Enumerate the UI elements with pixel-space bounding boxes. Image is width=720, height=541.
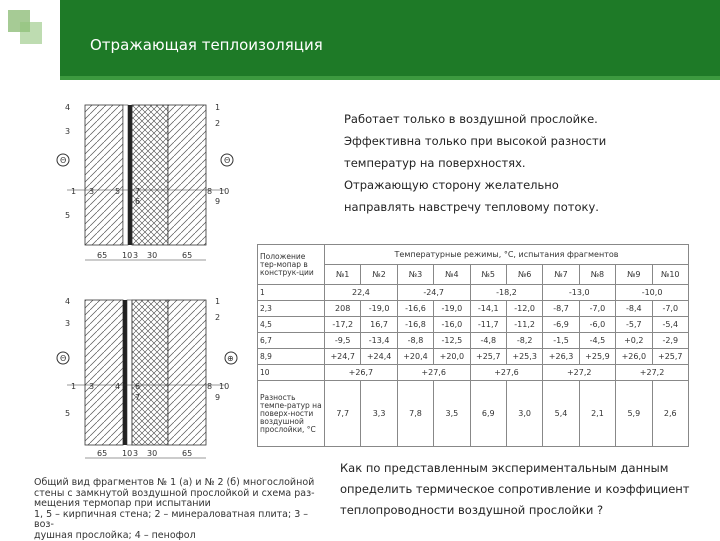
dimension: 65 — [97, 251, 107, 260]
table-cell: -18,2 — [470, 285, 543, 301]
row-position: 8,9 — [258, 349, 325, 365]
table-cell: +26,0 — [616, 349, 652, 365]
label: Θ — [60, 354, 66, 363]
column-header: №2 — [361, 265, 397, 285]
table-cell: +25,7 — [470, 349, 506, 365]
table-cell: -16,8 — [397, 317, 433, 333]
table-row — [258, 381, 689, 447]
column-header: №8 — [579, 265, 615, 285]
left-decoration — [0, 0, 60, 80]
temperature-table — [257, 244, 689, 447]
table-cell: -8,8 — [397, 333, 433, 349]
table-cell: +27,6 — [470, 365, 543, 381]
label: 7 — [135, 187, 140, 196]
fragment-b — [57, 300, 237, 458]
table-cell: -14,1 — [470, 301, 506, 317]
fragment-a — [57, 105, 233, 260]
table-cell: +20,0 — [434, 349, 470, 365]
caption-line: Общий вид фрагментов № 1 (а) и № 2 (б) многослойной — [34, 478, 330, 489]
dimension: 65 — [97, 449, 107, 458]
table-cell: -19,0 — [434, 301, 470, 317]
label: 1 — [71, 382, 76, 391]
table-cell: -6,0 — [579, 317, 615, 333]
row-position: 10 — [258, 365, 325, 381]
label: 3 — [89, 382, 94, 391]
table-cell: -13,4 — [361, 333, 397, 349]
row-position: 6,7 — [258, 333, 325, 349]
bullet-list — [344, 108, 614, 218]
column-header: №1 — [325, 265, 361, 285]
column-header: №4 — [434, 265, 470, 285]
table-cell: 16,7 — [361, 317, 397, 333]
figure-caption — [34, 478, 330, 541]
bullet-text: Работает только в воздушной прослойке. — [344, 108, 614, 130]
table-cell: +20,4 — [397, 349, 433, 365]
label: 1 — [71, 187, 76, 196]
table-row — [258, 365, 689, 381]
table-header-row — [258, 245, 689, 265]
header-position: Положение тер-мопар в конструк-ции — [258, 245, 325, 285]
table-cell: -16,6 — [397, 301, 433, 317]
title-underline — [60, 76, 720, 80]
question-text: Как по представленным экспериментальным данным определить термическое сопротивление и коэффициент теплопроводности воздушной прослойки ? — [340, 458, 700, 521]
table-cell: -12,5 — [434, 333, 470, 349]
table-cell: 2,1 — [579, 381, 615, 447]
table-cell: +24,7 — [325, 349, 361, 365]
label: 9 — [215, 197, 220, 206]
row-position: Разность темпе-ратур на поверх-ности воздушной прослойки, °С — [258, 381, 325, 447]
row-position: 1 — [258, 285, 325, 301]
table-cell: +25,9 — [579, 349, 615, 365]
table-cell: +26,3 — [543, 349, 579, 365]
label: 1 — [215, 103, 220, 112]
table-cell: -11,7 — [470, 317, 506, 333]
table-cell: +27,2 — [616, 365, 689, 381]
table-cell: -19,0 — [361, 301, 397, 317]
table-cell: 2,6 — [652, 381, 688, 447]
table-row — [258, 349, 689, 365]
caption-line: стены с замкнутой воздушной прослойкой и схема раз- — [34, 489, 330, 500]
caption-line: душная прослойка; 4 – пенофол — [34, 531, 330, 541]
label: 9 — [215, 393, 220, 402]
label: 3 — [65, 127, 70, 136]
table-cell: 3,5 — [434, 381, 470, 447]
table-cell: 6,9 — [470, 381, 506, 447]
label: 8 — [207, 382, 212, 391]
table-cell: +0,2 — [616, 333, 652, 349]
table-row — [258, 317, 689, 333]
table-row — [258, 333, 689, 349]
label: 2 — [215, 313, 220, 322]
table-cell: 3,0 — [506, 381, 542, 447]
label: 7 — [135, 393, 140, 402]
caption-line: 1, 5 – кирпичная стена; 2 – минераловатная плита; 3 – воз- — [34, 510, 330, 531]
table-cell: -1,5 — [543, 333, 579, 349]
dimension: 10 — [122, 251, 132, 260]
table-row — [258, 301, 689, 317]
row-position: 2,3 — [258, 301, 325, 317]
table-cell: -13,0 — [543, 285, 616, 301]
table-cell: +27,2 — [543, 365, 616, 381]
table-cell: -4,8 — [470, 333, 506, 349]
label: 8 — [207, 187, 212, 196]
table-cell: 3,3 — [361, 381, 397, 447]
label: 3 — [89, 187, 94, 196]
table-cell: -16,0 — [434, 317, 470, 333]
dimension: 3 — [133, 449, 138, 458]
dimension: 30 — [147, 251, 157, 260]
slide-title: Отражающая теплоизоляция — [90, 36, 323, 54]
table-cell: 7,7 — [325, 381, 361, 447]
table-cell: -11,2 — [506, 317, 542, 333]
table-cell: -5,7 — [616, 317, 652, 333]
table-cell: +25,3 — [506, 349, 542, 365]
label: 2 — [215, 119, 220, 128]
title-bar — [60, 0, 720, 80]
label: ⊕ — [227, 354, 234, 363]
label: 4 — [65, 297, 70, 306]
table-cell: +27,6 — [397, 365, 470, 381]
column-header: №10 — [652, 265, 688, 285]
caption-line: мещения термопар при испытании — [34, 499, 330, 510]
table-cell: +24,4 — [361, 349, 397, 365]
table-cell: -7,0 — [652, 301, 688, 317]
column-header: №7 — [543, 265, 579, 285]
label: Θ — [60, 156, 66, 165]
header-modes: Температурные режимы, °С, испытания фрагментов — [325, 245, 689, 265]
label: 5 — [65, 211, 70, 220]
table-cell: 7,8 — [397, 381, 433, 447]
dimension: 10 — [122, 449, 132, 458]
table-cell: -24,7 — [397, 285, 470, 301]
column-header: №3 — [397, 265, 433, 285]
label: 6 — [135, 382, 140, 391]
decor-square — [20, 22, 42, 44]
label: 4 — [115, 382, 120, 391]
table-cell: -7,0 — [579, 301, 615, 317]
table-cell: +26,7 — [325, 365, 398, 381]
table-cell: -9,5 — [325, 333, 361, 349]
label: 6 — [135, 197, 140, 206]
column-header: №9 — [616, 265, 652, 285]
table-cell: 5,9 — [616, 381, 652, 447]
bullet-text: Эффективна только при высокой разности температур на поверхностях. — [344, 130, 614, 174]
label: Θ — [224, 156, 230, 165]
label: 4 — [65, 103, 70, 112]
label: 3 — [65, 319, 70, 328]
table-cell: -2,9 — [652, 333, 688, 349]
label: 10 — [219, 382, 229, 391]
table-cell: 5,4 — [543, 381, 579, 447]
table-cell: -17,2 — [325, 317, 361, 333]
dimension: 30 — [147, 449, 157, 458]
label: 5 — [65, 409, 70, 418]
label: 1 — [215, 297, 220, 306]
bullet-text: Отражающую сторону желательно направлять навстречу тепловому потоку. — [344, 174, 614, 218]
wall-section-diagram — [55, 100, 255, 470]
table-cell: +25,7 — [652, 349, 688, 365]
table-cell: -6,9 — [543, 317, 579, 333]
table-cell: -5,4 — [652, 317, 688, 333]
table-cell: -12,0 — [506, 301, 542, 317]
table-cell: -8,2 — [506, 333, 542, 349]
dimension: 65 — [182, 251, 192, 260]
table-cell: 208 — [325, 301, 361, 317]
table-row — [258, 285, 689, 301]
table-cell: 22,4 — [325, 285, 398, 301]
column-header: №6 — [506, 265, 542, 285]
row-position: 4,5 — [258, 317, 325, 333]
table-cell: -10,0 — [616, 285, 689, 301]
table-cell: -4,5 — [579, 333, 615, 349]
table-cell: -8,4 — [616, 301, 652, 317]
dimension: 65 — [182, 449, 192, 458]
column-header: №5 — [470, 265, 506, 285]
label: 10 — [219, 187, 229, 196]
dimension: 3 — [133, 251, 138, 260]
label: 5 — [115, 187, 120, 196]
table-cell: -8,7 — [543, 301, 579, 317]
